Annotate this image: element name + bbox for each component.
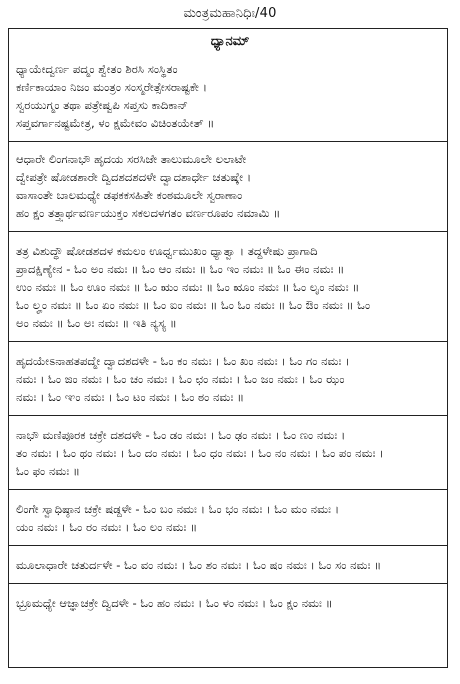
paragraph-3: [16, 426, 438, 480]
divider: [8, 231, 448, 232]
divider: [8, 545, 448, 546]
text-line: ಓಂ ಫಂ ನಮಃ ॥: [16, 464, 80, 478]
text-line: ತಂ ನಮಃ । ಓಂ ಥಂ ನಮಃ । ಓಂ ದಂ ನಮಃ । ಓಂ ಧಂ ನಮಃ । ಓಂ ನಂ ನಮಃ । ಓಂ ಪಂ ನಮಃ ।: [16, 446, 384, 460]
text-line: ಉಂ ನಮಃ ॥ ಓಂ ಊಂ ನಮಃ ॥ ಓಂ ಋಂ ನಮಃ ॥ ಓಂ ೠಂ ನಮಃ ॥ ಓಂ ಲೃಂ ನಮಃ ॥: [16, 280, 360, 294]
text-line: ಪ್ರಾದಕ್ಷಿಣ್ಯೇನ - ಓಂ ಅಂ ನಮಃ ॥ ಓಂ ಆಂ ನಮಃ ॥ ಓಂ ಇಂ ನಮಃ ॥ ಓಂ ಈಂ ನಮಃ ॥: [16, 262, 345, 276]
verse-line: ಸ್ವರಯುಗ್ಮಂ ತಥಾ ಪತ್ರೇಷ್ವಪಿ ಸಪ್ತಸು ಕಾದಿಕಾನ್: [16, 98, 188, 112]
paragraph-6: [16, 594, 438, 612]
section-title: ಧ್ಯಾನಮ್: [210, 34, 250, 49]
text-line: ಭ್ರೂಮಧ್ಯೇ ಆಜ್ಞಾಚಕ್ರೇ ದ್ವಿದಳೇ - ಓಂ ಹಂ ನಮಃ । ಓಂ ಳಂ ನಮಃ । ಓಂ ಕ್ಷಂ ನಮಃ ॥: [16, 596, 333, 610]
text-line: ಹೃದಯೇಽನಾಹತಪದ್ಮೇ ದ್ವಾದಶದಳೇ - ಓಂ ಕಂ ನಮಃ । ಓಂ ಖಂ ನಮಃ । ಓಂ ಗಂ ನಮಃ ।: [16, 354, 350, 368]
text-line: ನಮಃ । ಓಂ ಞಂ ನಮಃ । ಓಂ ಟಂ ನಮಃ । ಓಂ ಠಂ ನಮಃ ॥: [16, 390, 245, 404]
verse-block-1: [16, 60, 438, 132]
text-line: ತತ್ರ ವಿಶುದ್ಧೌ ಷೋಡಶದಳ ಕಮಲಂ ಊರ್ಧ್ವಮುಖಂ ಧ್ಯಾತ್ವಾ । ತದ್ದಳೇಷು ಪ್ರಾಗಾದಿ: [16, 244, 318, 258]
divider: [8, 341, 448, 342]
verse-line: ಸಪ್ತವರ್ಗಾನಷ್ಟಮೇತ್ರ, ಳಂ ಕ್ಷಮೇವಂ ವಿಚಿಂತಯೇತ್ ॥: [16, 116, 215, 130]
divider: [8, 489, 448, 490]
divider: [8, 415, 448, 416]
divider: [8, 583, 448, 584]
text-line: ಅಂ ನಮಃ ॥ ಓಂ ಅಃ ನಮಃ ॥ ಇತಿ ನ್ಯಸ್ಯ ॥: [16, 316, 177, 330]
text-line: ಯಂ ನಮಃ । ಓಂ ರಂ ನಮಃ । ಓಂ ಲಂ ನಮಃ ॥: [16, 520, 198, 534]
paragraph-2: [16, 352, 438, 406]
paragraph-1: [16, 242, 438, 332]
verse-line: ಹಂ ಕ್ಷಂ ತತ್ತ್ವಾರ್ಥವರ್ಣಯುಕ್ತಂ ಸಕಲದಳಗತಂ ವರ್ಣರೂಪಂ ನಮಾಮಿ ॥: [16, 206, 281, 220]
text-line: ನಮಃ । ಓಂ ಙಂ ನಮಃ । ಓಂ ಚಂ ನಮಃ । ಓಂ ಛಂ ನಮಃ । ಓಂ ಜಂ ನಮಃ । ಓಂ ಝಂ: [16, 372, 345, 386]
verse-line: ಆಧಾರೇ ಲಿಂಗನಾಭೌ ಹೃದಯ ಸರಸಿಜೇ ತಾಲುಮೂಲೇ ಲಲಾಟೇ: [16, 152, 247, 166]
paragraph-5: [16, 556, 438, 574]
verse-line: ದ್ವೇಪತ್ರೇ ಷೋಡಶಾರೇ ದ್ವಿದಶದಶದಳೇ ದ್ವಾದಶಾರ್ಧೇ ಚತುಷ್ಕೇ ।: [16, 170, 252, 184]
text-line: ನಾಭೌ ಮಣಿಪೂರಕ ಚಕ್ರೇ ದಶದಳೇ - ಓಂ ಡಂ ನಮಃ । ಓಂ ಢಂ ನಮಃ । ಓಂ ಣಂ ನಮಃ ।: [16, 428, 346, 442]
paragraph-4: [16, 500, 438, 536]
text-line: ಮೂಲಾಧಾರೇ ಚತುರ್ದಳೇ - ಓಂ ವಂ ನಮಃ । ಓಂ ಶಂ ನಮಃ । ಓಂ ಷಂ ನಮಃ । ಓಂ ಸಂ ನಮಃ ॥: [16, 558, 382, 572]
running-header: ಮಂತ್ರಮಹಾನಿಧಿಃ/40: [183, 6, 277, 21]
text-line: ಓಂ ಲೄಂ ನಮಃ ॥ ಓಂ ಏಂ ನಮಃ ॥ ಓಂ ಐಂ ನಮಃ ॥ ಓಂ ಓಂ ನಮಃ ॥ ಓಂ ಔಂ ನಮಃ ॥ ಓಂ: [16, 298, 371, 312]
divider: [8, 141, 448, 142]
verse-block-2: [16, 150, 438, 222]
verse-line: ಕರ್ಣಿಕಾಯಾಂ ನಿಜಂ ಮಂತ್ರಂ ಸಂಸ್ಮರೇತ್ಸೇಸರಾಷ್ಟಕೇ ।: [16, 80, 207, 94]
text-line: ಲಿಂಗೇ ಸ್ವಾಧಿಷ್ಠಾನ ಚಕ್ರೇ ಷಡ್ದಳೇ - ಓಂ ಬಂ ನಮಃ । ಓಂ ಭಂ ನಮಃ । ಓಂ ಮಂ ನಮಃ ।: [16, 502, 340, 516]
verse-line: ಧ್ಯಾಯೇದ್ವರ್ಣ ಪದ್ಮಂ ಶ್ವೇತಂ ಶಿರಸಿ ಸಂಸ್ಥಿತಂ: [16, 62, 178, 76]
verse-line: ವಾಸಾಂತೇ ಬಾಲಮಧ್ಯೇ ಡಫಕಕಸಹಿತೇ ಕಂಠಮೂಲೇ ಸ್ವರಾಣಾಂ: [16, 188, 243, 202]
